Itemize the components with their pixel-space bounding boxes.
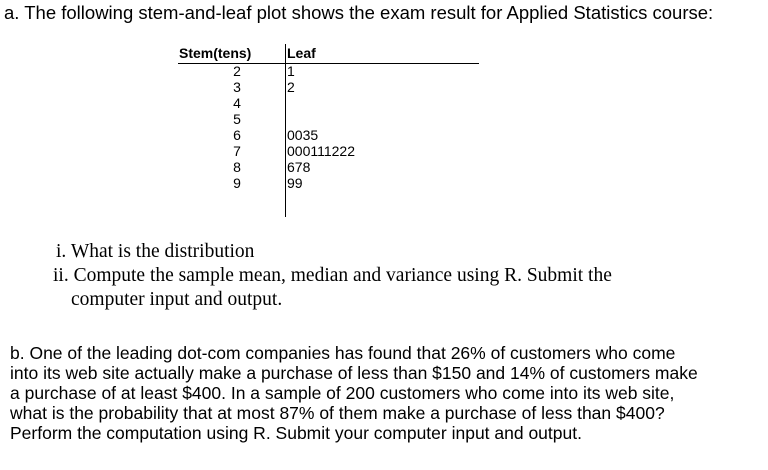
part-b-line: a purchase of at least $400. In a sample of 200 customers who come into its web site, xyxy=(10,383,675,403)
stem-cell: 5 xyxy=(233,111,241,127)
part-b-line: into its web site actually make a purchase of less than $150 and 14% of customers make xyxy=(10,363,698,383)
leaf-cell: 000111222 xyxy=(287,143,355,159)
part-a-heading: a. The following stem-and-leaf plot shows the exam result for Applied Statistics course: xyxy=(4,2,714,23)
question-ii-continuation: computer input and output. xyxy=(71,289,283,310)
leaf-column-header: Leaf xyxy=(287,45,316,61)
stem-cell: 8 xyxy=(233,159,241,175)
question-ii: ii. Compute the sample mean, median and variance using R. Submit the xyxy=(53,265,612,286)
stem-cell: 6 xyxy=(233,127,241,143)
leaf-cell: 1 xyxy=(287,63,295,79)
leaf-cell: 99 xyxy=(287,175,303,191)
part-b-line: b. One of the leading dot-com companies has found that 26% of customers who come xyxy=(10,343,676,363)
question-i: i. What is the distribution xyxy=(56,241,255,262)
part-b-line: Perform the computation using R. Submit your computer input and output. xyxy=(10,423,582,443)
stem-cell: 9 xyxy=(233,175,241,191)
header-rule xyxy=(178,63,479,64)
stem-cell: 2 xyxy=(233,63,241,79)
part-b-line: what is the probability that at most 87% of them make a purchase of less than $400? xyxy=(10,403,665,423)
leaf-cell: 2 xyxy=(287,79,295,95)
stem-cell: 3 xyxy=(233,79,241,95)
leaf-cell: 0035 xyxy=(287,127,319,143)
leaf-divider-line xyxy=(285,44,286,217)
leaf-cell: 678 xyxy=(287,159,311,175)
stem-cell: 4 xyxy=(233,95,241,111)
stem-cell: 7 xyxy=(233,143,241,159)
stem-column-header: Stem(tens) xyxy=(179,45,252,61)
